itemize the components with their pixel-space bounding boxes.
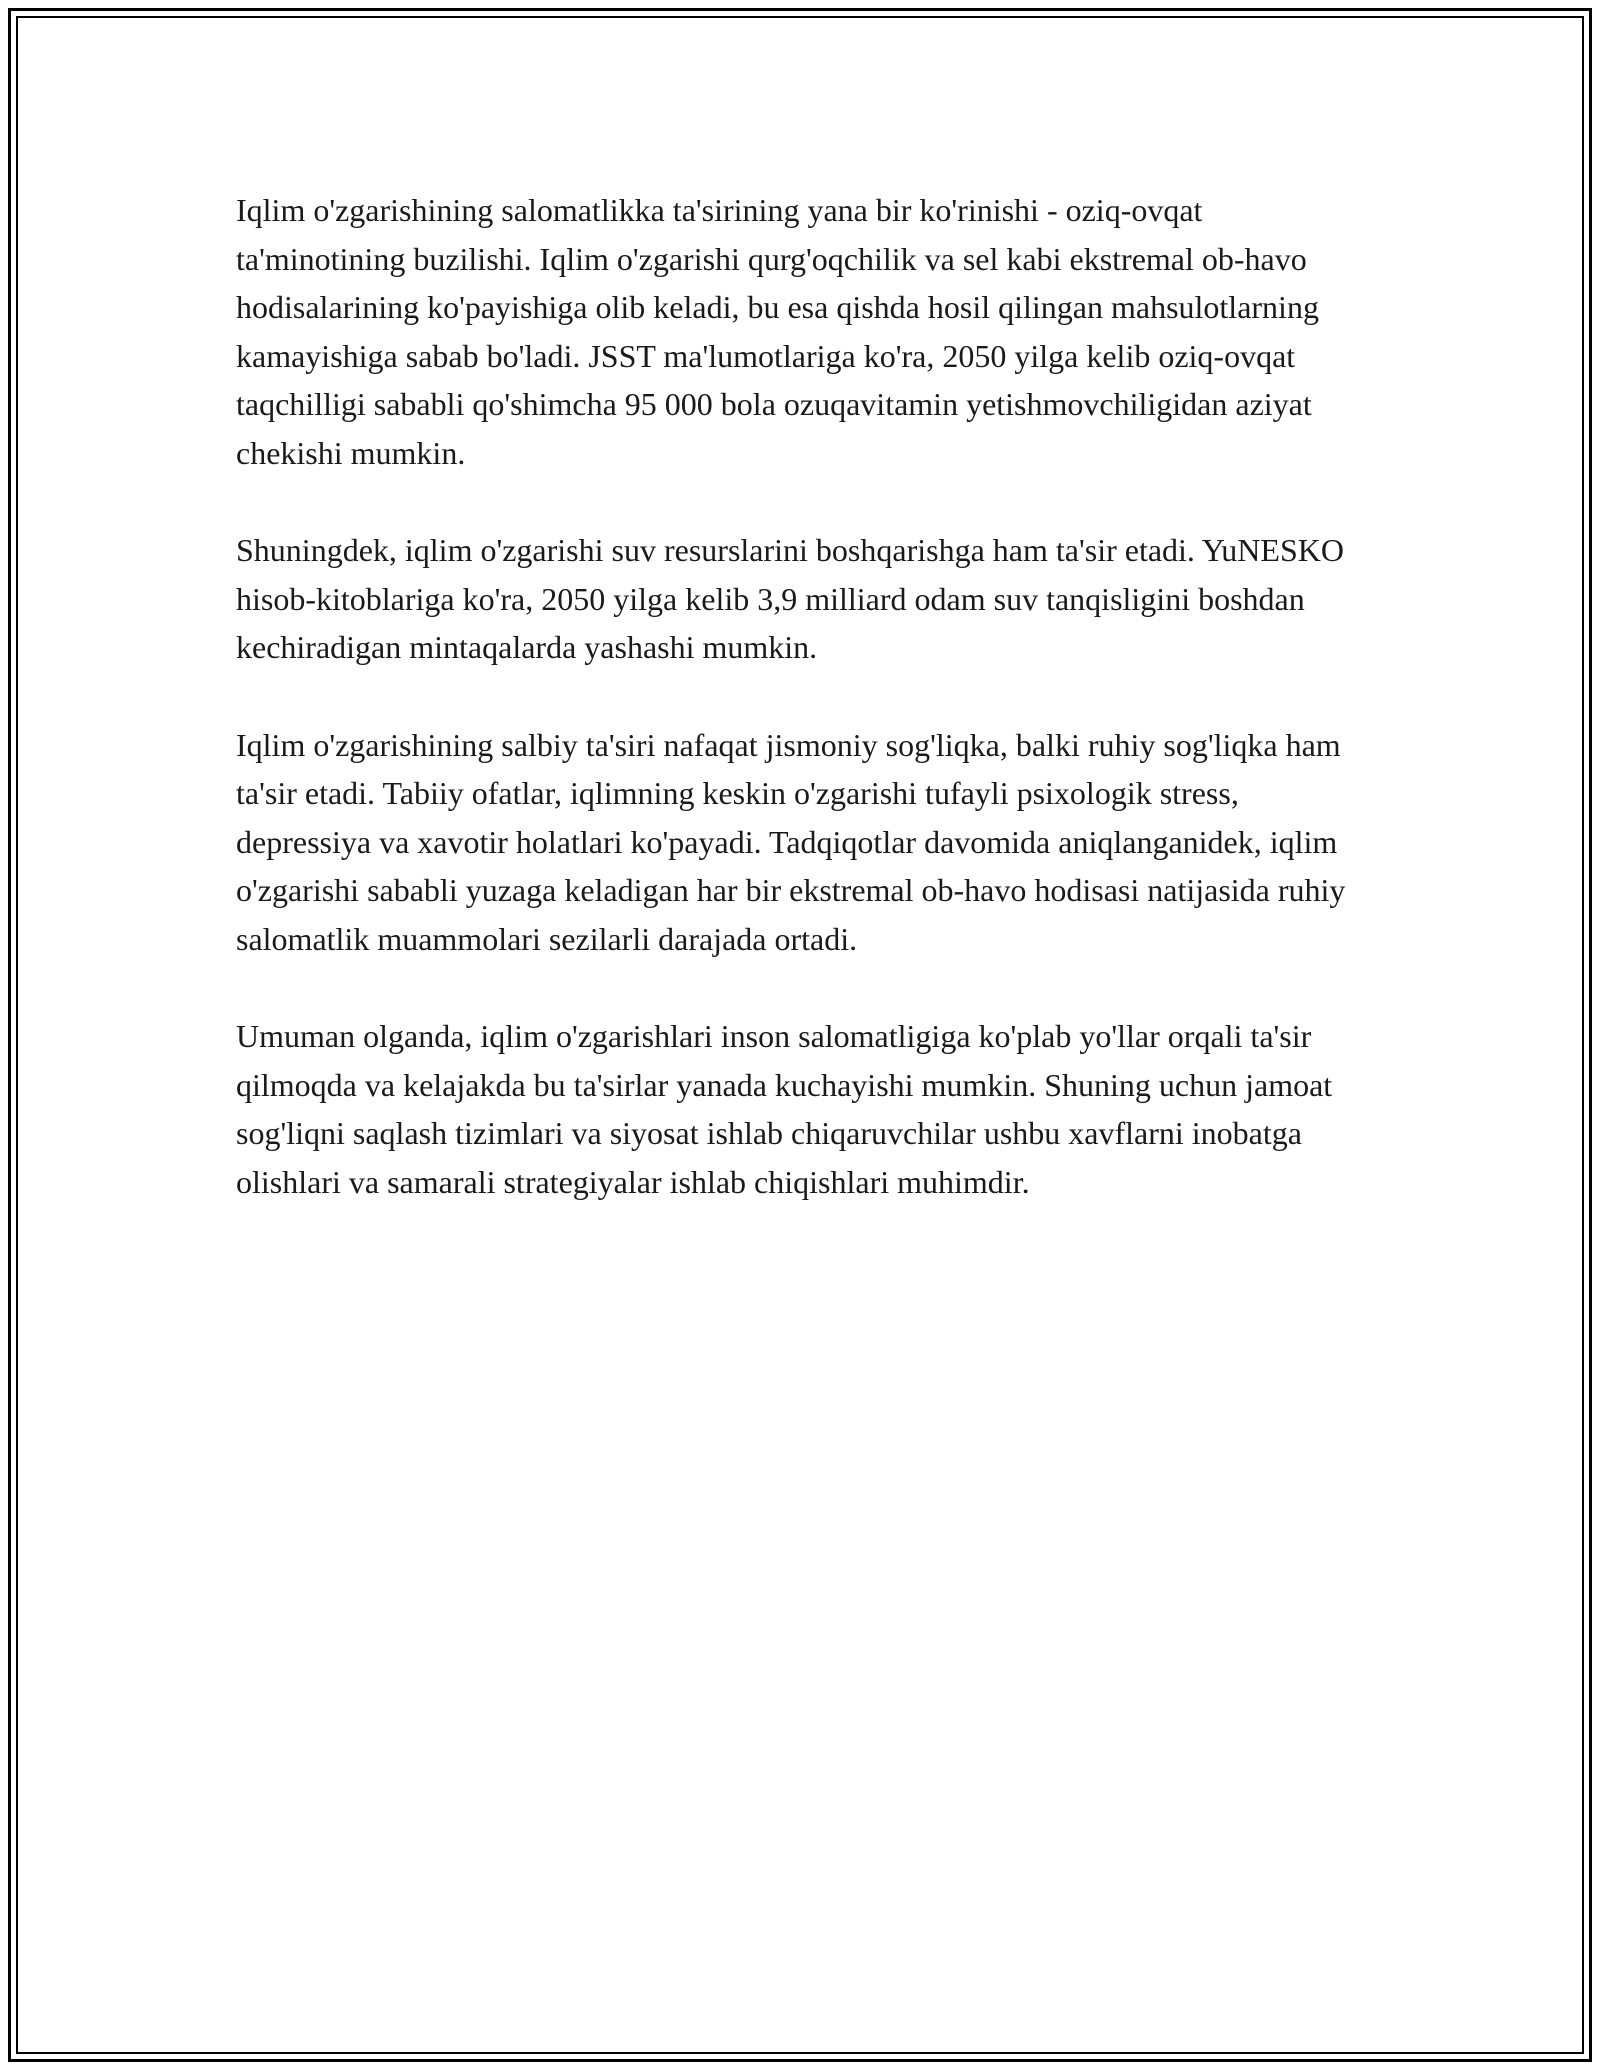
paragraph-mental-health: Iqlim o'zgarishining salbiy ta'siri nafaqat jismoniy sog'liqka, balki ruhiy sog'liqka ham ta'sir etadi. Tabiiy ofatlar, iqlimning keskin o'zgarishi tufayli psixologik stress, depressiya va xavotir holatlari ko'payadi. Tadqiqotlar davomida aniqlanganidek, iqlim o'zgarishi sababli yuzaga keladigan har bir ekstremal ob-havo hodisasi natijasida ruhiy salomatlik muammolari sezilarli darajada ortadi. — [236, 726, 1346, 957]
paragraph-water-resources: Shuningdek, iqlim o'zgarishi suv resurslarini boshqarishga ham ta'sir etadi. YuNESKO hisob-kitoblariga ko'ra, 2050 yilga kelib 3,9 milliard odam suv tanqisligini boshdan kechiradigan mintaqalarda yashashi mumkin. — [236, 532, 1344, 666]
paragraph-food-security: Iqlim o'zgarishining salomatlikka ta'sirining yana bir ko'rinishi - oziq-ovqat ta'minotining buzilishi. Iqlim o'zgarishi qurg'oqchilik va sel kabi ekstremal ob-havo hodisalarining ko'payishiga olib keladi, bu esa qishda hosil qilingan mahsulotlarning kamayishiga sabab bo'ladi. JSST ma'lumotlariga ko'ra, 2050 yilga kelib oziq-ovqat taqchilligi sababli qo'shimcha 95 000 bola ozuqavitamin yetishmovchiligidan aziyat chekishi mumkin. — [236, 192, 1319, 471]
paragraph-conclusion: Umuman olganda, iqlim o'zgarishlari inson salomatligiga ko'plab yo'llar orqali ta'sir qilmoqda va kelajakda bu ta'sirlar yanada kuchayishi mumkin. Shuning uchun jamoat sog'liqni saqlash tizimlari va siyosat ishlab chiqaruvchilar ushbu xavflarni inobatga olishlari va samarali strategiyalar ishlab chiqishlari muhimdir. — [236, 1018, 1333, 1200]
document-body — [236, 186, 1376, 1206]
